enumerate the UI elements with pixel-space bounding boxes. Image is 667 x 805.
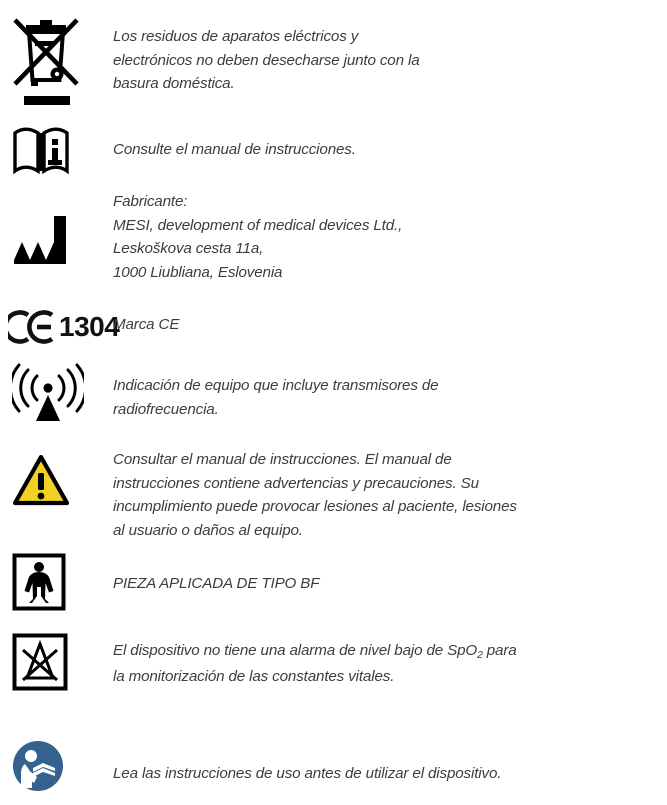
weee-crossed-out-wheelie-bin-icon: [12, 12, 84, 107]
manufacturer-factory-icon: [12, 212, 70, 302]
symbol-description-warning: [113, 448, 667, 542]
text-line: Leskoškova cesta 11a,: [113, 240, 264, 257]
no-alarm-crossed-out-icon: [12, 633, 68, 691]
text-line: 1000 Liubliana, Eslovenia: [113, 263, 283, 281]
icon-cell: [0, 362, 113, 424]
text-line: Consultar el manual de instrucciones. El manual de: [113, 451, 452, 468]
text-line: Los residuos de aparatos eléctricos y: [113, 28, 359, 45]
symbol-description-weee: [113, 12, 667, 96]
symbol-description-rf-transmitter: [113, 362, 667, 421]
symbol-row-warning: [0, 448, 667, 542]
text-line: basura doméstica.: [113, 75, 235, 92]
consult-instructions-for-use-book-icon: [12, 125, 70, 177]
symbol-row-consult-manual: [0, 125, 667, 177]
text-line: Lea las instrucciones de uso antes de utilizar el dispositivo.: [113, 765, 502, 782]
icon-cell: [0, 125, 113, 177]
text-line: al usuario o daños al equipo.: [113, 521, 303, 539]
text-line: PIEZA APLICADA DE TIPO BF: [113, 575, 320, 592]
symbol-row-type-bf: [0, 553, 667, 611]
ce-notified-body-number: 1304: [59, 311, 120, 342]
symbol-row-read-instructions: [0, 740, 667, 792]
text-line: El dispositivo no tiene una alarma de nivel bajo de SpO$_2$ para: [113, 642, 517, 662]
text-line: Consulte el manual de instrucciones.: [113, 141, 356, 158]
text-line: Fabricante:: [113, 193, 188, 210]
icon-cell: [0, 740, 113, 792]
read-instructions-for-use-mandatory-icon: [12, 740, 64, 792]
text-line: Indicación de equipo que incluye transmisores de: [113, 377, 439, 394]
type-bf-applied-part-icon: [12, 553, 66, 611]
symbol-description-manufacturer: [113, 190, 667, 284]
text-line: MESI, development of medical devices Ltd.,: [113, 216, 403, 234]
symbol-row-manufacturer: [0, 190, 667, 302]
ce-logo-glyph: [8, 310, 56, 344]
symbol-row-no-spo2-alarm: [0, 633, 667, 691]
warning-triangle-exclamation-icon: [12, 453, 70, 509]
icon-cell: [0, 448, 113, 509]
text-line: la monitorización de las constantes vitales.: [113, 667, 395, 685]
icon-cell: [0, 553, 113, 611]
symbol-description-ce-marking: [113, 310, 667, 337]
icon-cell: [0, 310, 120, 344]
symbol-description-consult-manual: [113, 125, 667, 162]
symbol-description-read-instructions: [113, 740, 667, 786]
icon-cell: [0, 12, 113, 107]
symbol-description-no-spo2-alarm: [113, 633, 667, 688]
text-line: electrónicos no deben desecharse junto con la: [113, 51, 420, 69]
text-line: incumplimiento puede provocar lesiones al paciente, lesiones: [113, 498, 517, 515]
ce-marking-icon: [8, 310, 119, 344]
text-line: instrucciones contiene advertencias y precauciones. Su: [113, 474, 479, 492]
symbol-row-weee: [0, 12, 667, 107]
icon-cell: [0, 633, 113, 691]
non-ionizing-radiation-rf-transmitter-icon: [12, 362, 84, 424]
symbol-row-ce-marking: [0, 310, 667, 344]
text-line: Marca CE: [113, 316, 180, 333]
symbol-description-type-bf: [113, 553, 667, 596]
icon-cell: [0, 190, 113, 302]
text-line: radiofrecuencia.: [113, 400, 219, 418]
symbol-row-rf-transmitter: [0, 362, 667, 424]
